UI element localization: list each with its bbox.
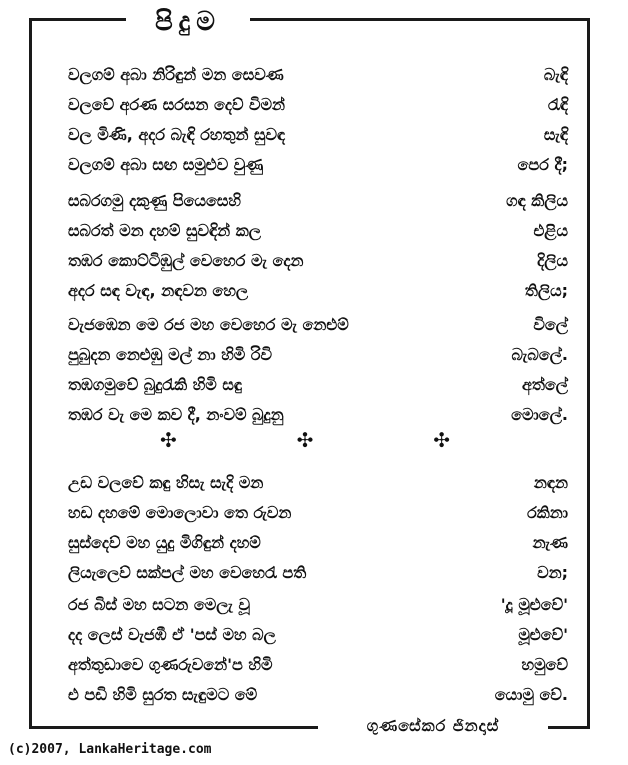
verse-text: දද ලෙස් වැජඹී ඒ 'පස් මහ බල [68,625,276,644]
verse-text: වැජඹෙන මෙ රජ මහ වෙහෙර මැ නෙළුම් [68,315,349,334]
verse-text: තඹර වැ මෙ කව දී, නංවම් බුදුනු [68,405,284,424]
ornament-icon: ✣ [433,428,450,452]
verse-rhyme: බැබලේ. [511,345,568,364]
verse-line [68,340,568,370]
verse-text: පුබුදන නෙළුඹු මල් නා හිමි රිවි [68,345,273,364]
verse-rhyme: සැඳි [543,125,568,144]
verse-line [68,310,568,340]
ornament-icon: ✣ [160,428,177,452]
verse-rhyme: හමුවේ [521,655,568,674]
verse-rhyme: මූළුවේ' [518,625,568,644]
verse-text: සබරගමු දකුණු පියෙසෙහි [68,191,241,210]
verse-line [68,150,568,180]
verse-rhyme: මොලේ. [511,405,568,424]
verse-text: සුස්දෙව් මහ යුදු මිගිඳුන් දහම් [68,533,261,552]
verse-line [68,400,568,430]
verse-line [68,590,568,620]
verse-line [68,90,568,120]
verse-text: උඩ වලවේ කඳු හිසැ සැදි මන [68,473,264,492]
verse-line [68,558,568,588]
verse-rhyme: රැඳි [547,95,568,114]
verse-text: ලියැලෙව් සක්පල් මහ වෙහෙරැ පති [68,563,307,582]
verse-line [68,650,568,680]
verse-line [68,498,568,528]
verse-line [68,620,568,650]
verse-line [68,246,568,276]
verse-text: හඩ දහමේ මොලොවා තෙ රුවන [68,503,292,522]
verse-line [68,370,568,400]
verse-rhyme: නඳන [533,473,568,492]
stanza-2 [68,186,568,306]
verse-text: අදර සඳ වැඳ, නඳවන හෙල [68,281,249,300]
verse-rhyme: යොමු වේ. [494,685,568,704]
verse-rhyme: නැණ [532,533,568,552]
verse-rhyme: දිලිය [537,251,568,270]
ornament-divider [160,428,450,452]
stanza-1 [68,60,568,180]
verse-rhyme: වන; [537,563,568,582]
verse-rhyme: එළිය [533,221,568,240]
verse-text: එ පඩි හිමි සුරත සැඳුමට මේ [68,685,258,704]
verse-text: රජ බිස් මහ සටන මෙලැ වූ [68,595,250,614]
stanza-3 [68,310,568,430]
verse-rhyme: බැඳි [543,65,568,84]
verse-rhyme: රකිනා [527,503,568,522]
stanza-5 [68,590,568,710]
verse-rhyme: තිලිය; [524,281,568,300]
verse-line [68,680,568,710]
verse-rhyme: 'දූ මූළුවේ' [500,595,568,614]
verse-line [68,528,568,558]
verse-text: සබරත් මන දහම් සුවඳින් කල [68,221,261,240]
author-name: ගුණසේකර ජිනදාස් [318,711,548,741]
verse-rhyme: පෙර දී; [517,155,568,174]
verse-line [68,186,568,216]
verse-line [68,276,568,306]
verse-line [68,216,568,246]
verse-line [68,468,568,498]
verse-text: වලගම් අබා නිරිඳුන් මන සෙවණ [68,65,284,84]
verse-text: තඹර කොට්ටිඹුල් වෙහෙර මැ දෙන [68,251,304,270]
copyright-notice: (c)2007, LankaHeritage.com [8,742,212,757]
poem-title: පිදුම [126,4,250,40]
verse-rhyme: ගඳ කිලිය [506,191,568,210]
ornament-icon: ✣ [296,428,314,452]
verse-text: වලගම් අබා සඟ සමුළුව වුණු [68,155,264,174]
verse-line [68,60,568,90]
verse-text: වලවේ අරණ සරසන දෙව් විමන් [68,95,286,114]
verse-rhyme: විලේ [533,315,568,334]
verse-rhyme: අත්ලේ [522,375,568,394]
stanza-4 [68,468,568,588]
verse-line [68,120,568,150]
verse-text: තඹගමුවේ බුදුරැකි හිමි සඳු [68,375,243,394]
verse-text: වල මිණි, අදර බැඳි රහතුන් සුවඳ [68,125,286,144]
verse-text: අත්තුඩාවෙ ගුණරුවනේ'ප හිමි [68,655,273,674]
